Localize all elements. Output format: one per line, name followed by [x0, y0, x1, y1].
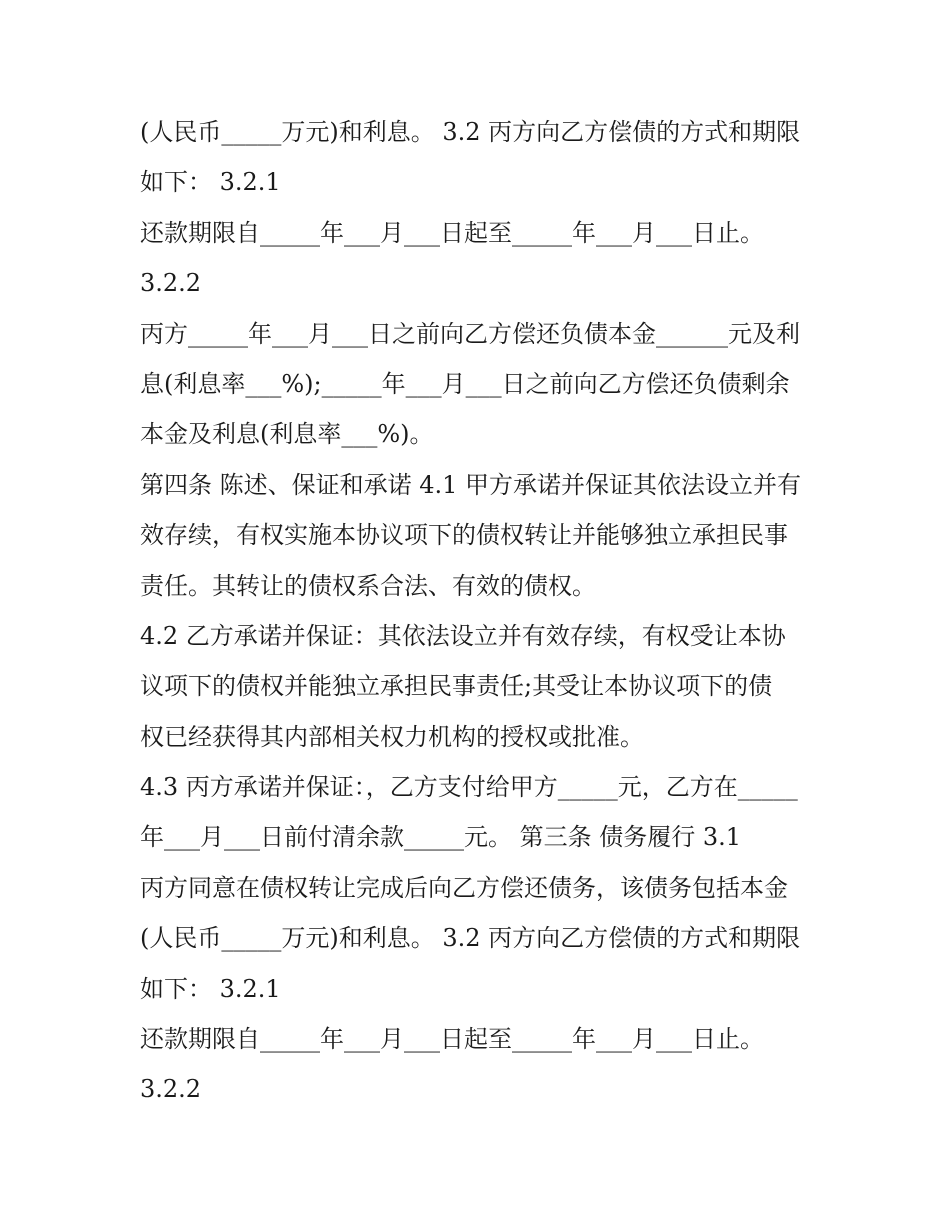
text-line: 权已经获得其内部相关权力机构的授权或批准。: [140, 722, 644, 751]
text-line: 如下： 3.2.1: [140, 168, 281, 197]
text-line: 如下： 3.2.1: [140, 974, 281, 1003]
text-line: 本金及利息(利息率___%)。: [140, 420, 434, 449]
text-line: 丙方_____年___月___日之前向乙方偿还负债本金______元及利: [140, 319, 800, 348]
text-line: 还款期限自_____年___月___日起至_____年___月___日止。: [140, 218, 764, 247]
text-line: 第四条 陈述、保证和承诺 4.1 甲方承诺并保证其依法设立并有: [140, 470, 802, 499]
text-line: 还款期限自_____年___月___日起至_____年___月___日止。: [140, 1025, 764, 1054]
text-line: 议项下的债权并能独立承担民事责任;其受让本协议项下的债: [140, 672, 773, 701]
text-line: (人民币_____万元)和利息。 3.2 丙方向乙方偿债的方式和期限: [140, 118, 801, 146]
text-line: 3.2.2: [140, 269, 202, 298]
text-line: 4.2 乙方承诺并保证：其依法设立并有效存续，有权受让本协: [140, 621, 786, 650]
text-line: 息(利息率___%);_____年___月___日之前向乙方偿还负债剩余: [140, 369, 790, 398]
text-line: 丙方同意在债权转让完成后向乙方偿还债务，该债务包括本金: [140, 873, 788, 902]
text-line: 年___月___日前付清余款_____元。 第三条 债务履行 3.1: [140, 823, 742, 852]
document-body: [140, 107, 820, 1115]
text-line: 4.3 丙方承诺并保证：，乙方支付给甲方_____元，乙方在_____: [140, 773, 798, 802]
text-line: (人民币_____万元)和利息。 3.2 丙方向乙方偿债的方式和期限: [140, 924, 801, 953]
text-line: 3.2.2: [140, 1075, 202, 1104]
text-line: 效存续，有权实施本协议项下的债权转让并能够独立承担民事: [140, 521, 788, 550]
text-line: 责任。其转让的债权系合法、有效的债权。: [140, 571, 596, 600]
